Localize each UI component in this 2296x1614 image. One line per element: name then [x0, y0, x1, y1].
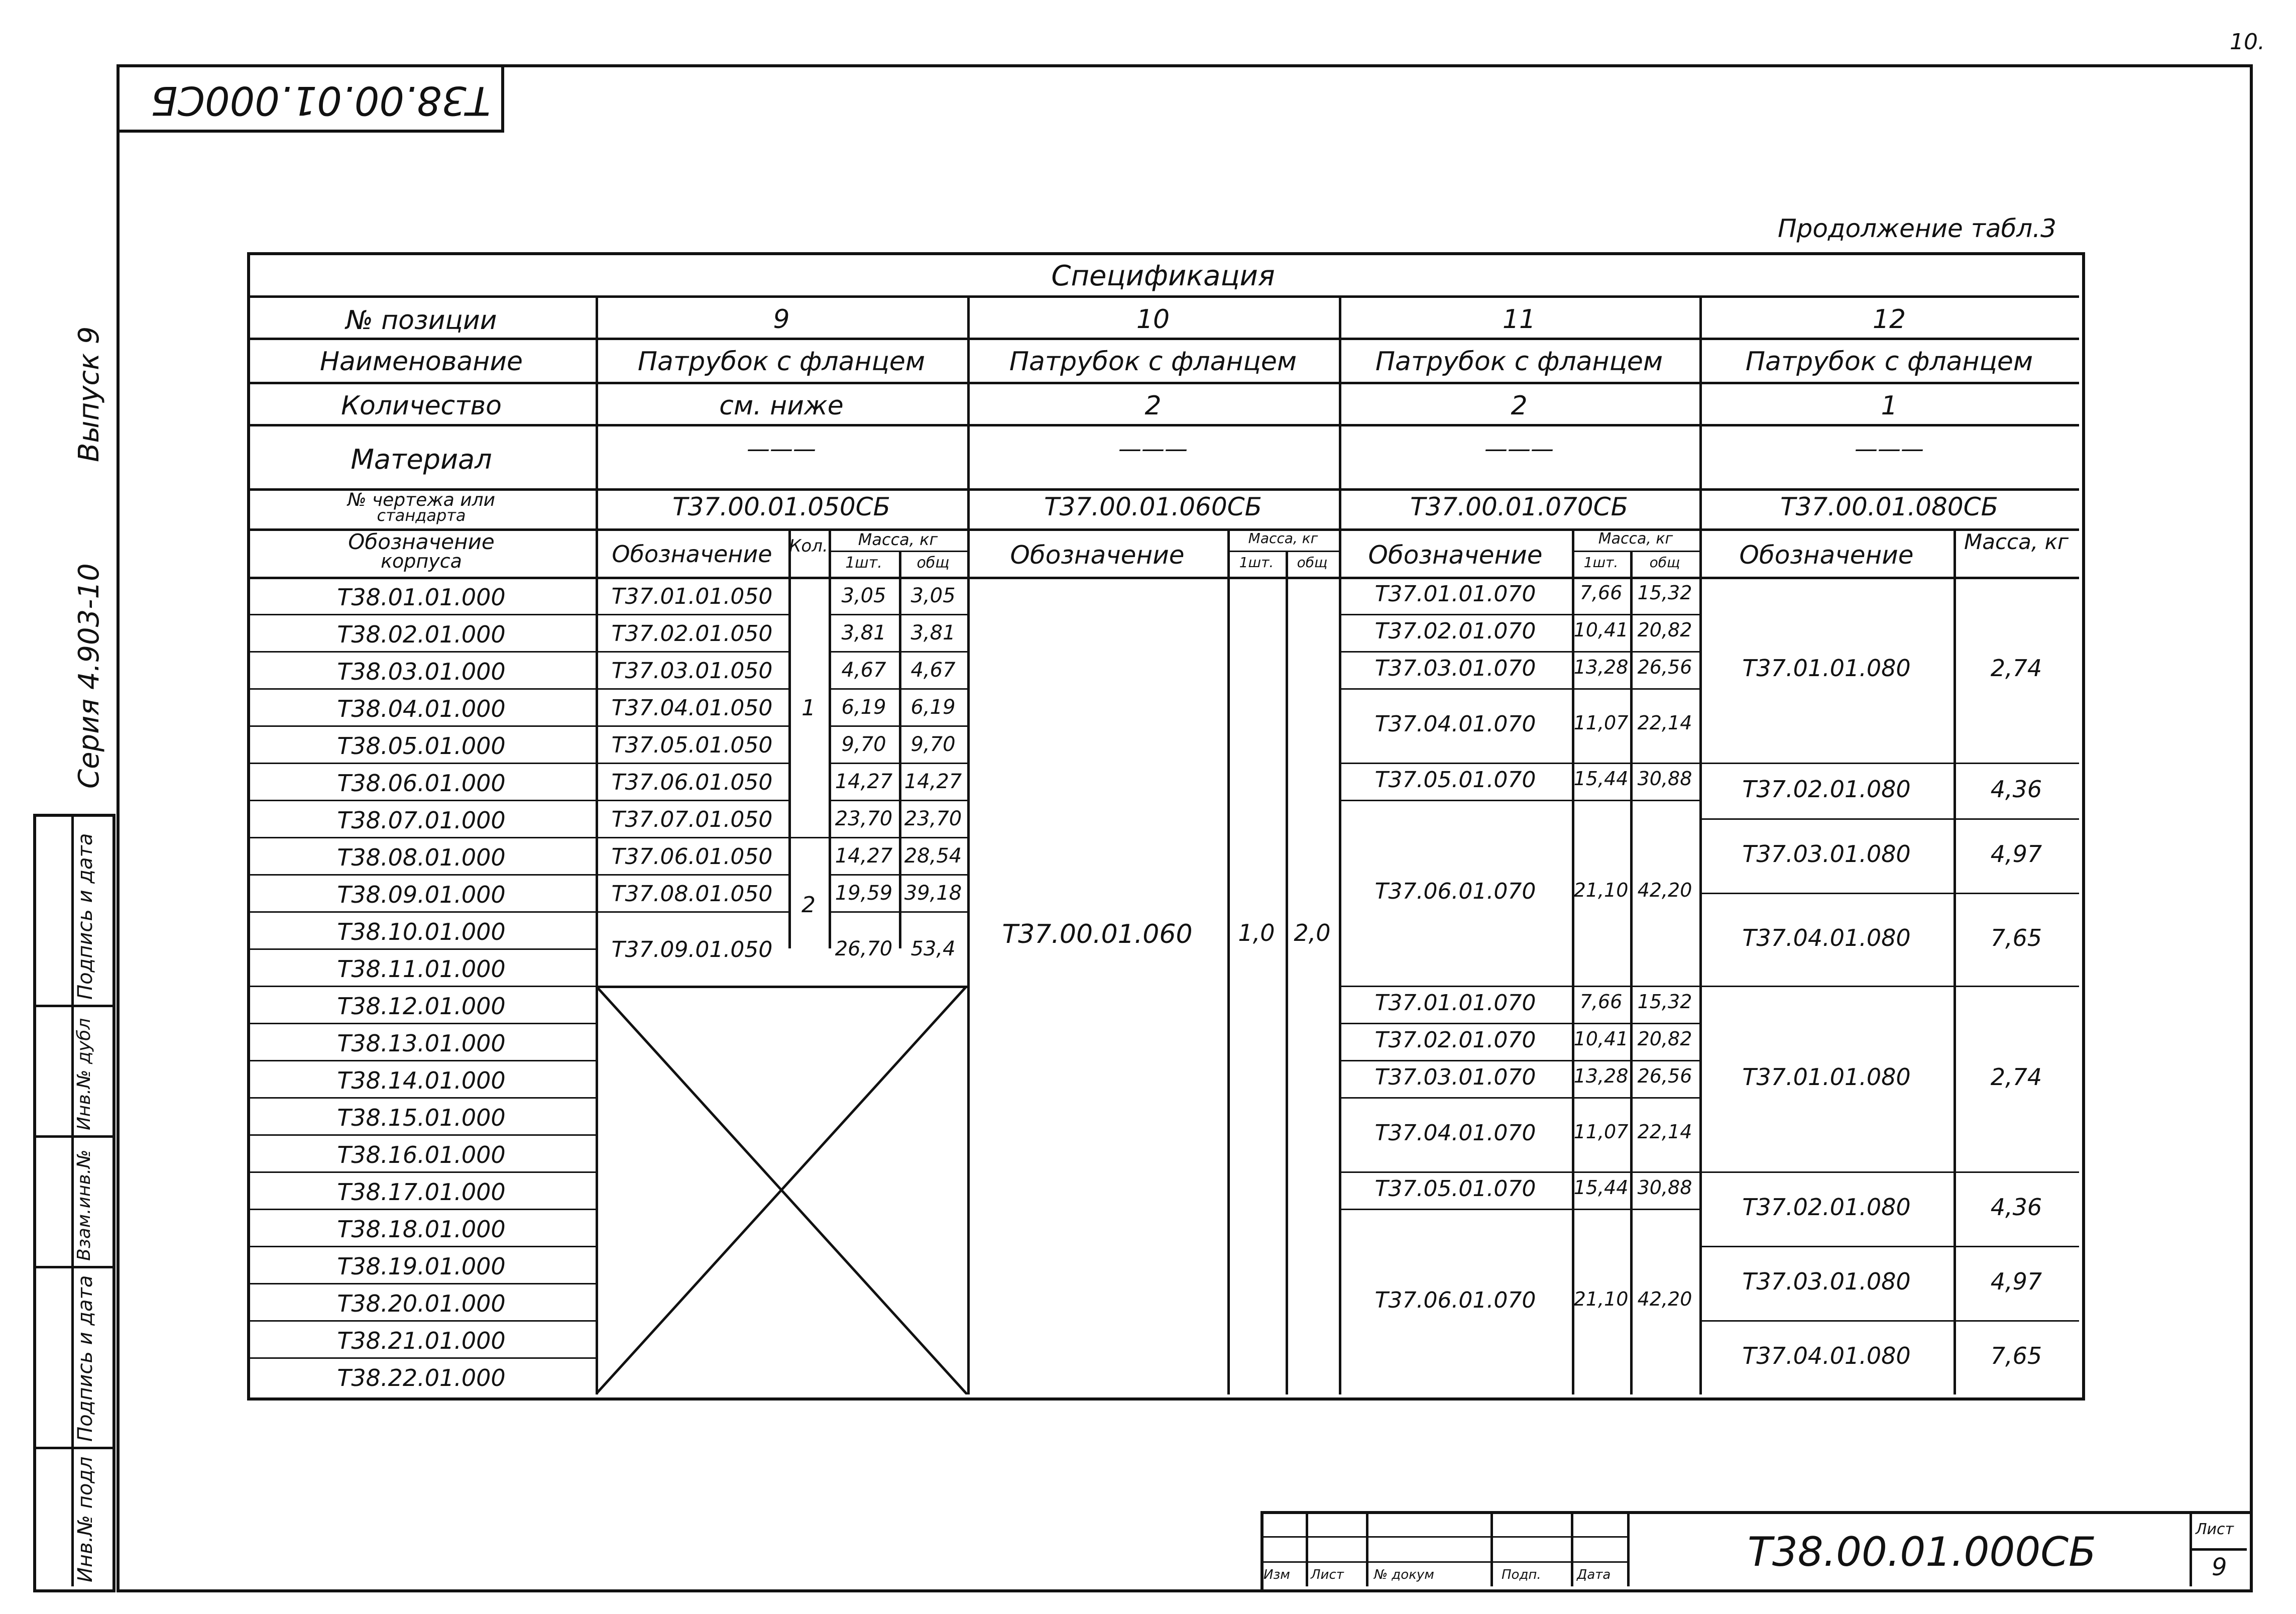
col9-row-10-mass-total: 53,4 — [910, 937, 956, 960]
body-designation-15: Т38.15.01.000 — [337, 1104, 506, 1131]
col9-row-2-mass-unit: 3,81 — [841, 621, 886, 644]
col12-row-1-designation: Т37.01.01.080 — [1742, 655, 1911, 682]
col12-row-5-mass: 2,74 — [1990, 1063, 2042, 1091]
col11-row-3-mass-unit: 13,28 — [1573, 656, 1629, 678]
body-designation-4: Т38.04.01.000 — [337, 695, 506, 722]
col12-row-6-mass: 4,36 — [1990, 1194, 2042, 1221]
col11-row-8-mass-unit: 10,41 — [1573, 1028, 1629, 1050]
col12-row-2-mass: 4,36 — [1990, 775, 2042, 803]
col11-row-8-designation: Т37.02.01.070 — [1374, 1027, 1536, 1053]
col11-row-4-designation: Т37.04.01.070 — [1374, 711, 1536, 737]
col9-row-4-mass-total: 6,19 — [910, 696, 956, 719]
col11-row-4-mass-unit: 11,07 — [1573, 712, 1629, 734]
col11-row-12-mass-total: 42,20 — [1637, 1288, 1692, 1310]
col11-sub-per-unit: 1шт. — [1583, 554, 1619, 571]
body-designation-14: Т38.14.01.000 — [337, 1067, 506, 1094]
col11-row-1-mass-total: 15,32 — [1637, 582, 1692, 604]
col11-row-1-designation: Т37.01.01.070 — [1374, 581, 1536, 607]
col9-row-1-designation: Т37.01.01.050 — [611, 584, 773, 609]
col11-row-9-mass-total: 26,56 — [1637, 1065, 1692, 1087]
col9-row-6-mass-total: 14,27 — [904, 770, 962, 793]
row-label-drawing-2: стандарта — [377, 506, 466, 525]
body-designation-8: Т38.08.01.000 — [337, 844, 506, 871]
col11-row-1-mass-unit: 7,66 — [1579, 582, 1623, 604]
col10-designation: Т37.00.01.060 — [1002, 919, 1193, 949]
col12-drawing: Т37.00.01.080СБ — [1780, 492, 1998, 521]
col11-row-4-mass-total: 22,14 — [1637, 712, 1692, 734]
col10-material: ——— — [1118, 435, 1188, 462]
col10-drawing: Т37.00.01.060СБ — [1044, 492, 1262, 521]
col9-row-5-mass-unit: 9,70 — [841, 733, 886, 756]
col11-row-7-mass-total: 15,32 — [1637, 991, 1692, 1013]
col11-row-12-designation: Т37.06.01.070 — [1374, 1287, 1536, 1313]
col9-row-9-mass-total: 39,18 — [904, 882, 962, 905]
row-label-body-1: Обозначение — [348, 529, 495, 554]
col9-sub-total: общ — [916, 554, 950, 572]
col10-sub-total: общ — [1297, 554, 1328, 571]
body-designation-5: Т38.05.01.000 — [337, 732, 506, 760]
row-label-quantity: Количество — [341, 391, 502, 421]
col10-qty: 2 — [1144, 391, 1162, 421]
col11-row-2-mass-total: 20,82 — [1637, 619, 1692, 641]
col9-row-2-designation: Т37.02.01.050 — [611, 621, 773, 647]
col9-row-8-mass-unit: 14,27 — [835, 844, 893, 868]
col9-qty-group-2: 2 — [801, 892, 816, 918]
col12-row-8-designation: Т37.04.01.080 — [1742, 1342, 1911, 1369]
col11-qty: 2 — [1511, 391, 1528, 421]
tb-col-sign: Подп. — [1502, 1567, 1541, 1582]
continuation-label: Продолжение табл.3 — [1778, 214, 2056, 243]
col11-row-5-mass-total: 30,88 — [1637, 768, 1692, 790]
col9-qty: см. ниже — [719, 391, 844, 421]
tb-designation: Т38.00.01.000СБ — [1748, 1529, 2096, 1575]
col9-row-5-mass-total: 9,70 — [910, 733, 956, 756]
col9-drawing: Т37.00.01.050СБ — [672, 492, 890, 521]
tb-sheet-label: Лист — [2196, 1521, 2234, 1538]
col12-row-2-designation: Т37.02.01.080 — [1742, 775, 1911, 803]
col9-row-3-mass-total: 4,67 — [910, 659, 956, 682]
col10-mass-unit: 1,0 — [1238, 919, 1275, 946]
col11-sub-mass: Масса, кг — [1598, 530, 1673, 548]
body-designation-19: Т38.19.01.000 — [337, 1253, 506, 1280]
col11-sub-designation: Обозначение — [1368, 541, 1543, 570]
col12-row-7-mass: 4,97 — [1990, 1268, 2042, 1295]
col12-row-5-designation: Т37.01.01.080 — [1742, 1063, 1911, 1091]
body-designation-17: Т38.17.01.000 — [337, 1178, 506, 1206]
col9-row-4-mass-unit: 6,19 — [841, 696, 886, 719]
col11-row-6-designation: Т37.06.01.070 — [1374, 879, 1536, 904]
col9-row-2-mass-total: 3,81 — [910, 621, 956, 644]
col9-sub-mass: Масса, кг — [858, 530, 938, 549]
page-number-corner: 10. — [2230, 29, 2265, 55]
col12-row-3-designation: Т37.03.01.080 — [1742, 840, 1911, 868]
col11-row-9-designation: Т37.03.01.070 — [1374, 1064, 1536, 1090]
col10-sub-designation: Обозначение — [1010, 541, 1185, 570]
row-label-material: Материал — [351, 444, 492, 475]
col9-row-4-designation: Т37.04.01.050 — [611, 695, 773, 721]
col12-row-7-designation: Т37.03.01.080 — [1742, 1268, 1911, 1295]
top-stamp: Т38.00.01.000СБ — [151, 77, 491, 123]
side-field-sign-date-1: Подпись и дата — [74, 833, 97, 1000]
col11-material: ——— — [1484, 435, 1554, 462]
col11-row-12-mass-unit: 21,10 — [1573, 1288, 1629, 1310]
body-designation-7: Т38.07.01.000 — [337, 807, 506, 834]
body-designation-1: Т38.01.01.000 — [337, 584, 506, 611]
col10-sub-per-unit: 1шт. — [1239, 554, 1274, 571]
row-label-drawing-1: № чертежа или — [347, 490, 495, 510]
body-designation-10: Т38.10.01.000 — [337, 918, 506, 945]
col11-row-11-mass-total: 30,88 — [1637, 1176, 1692, 1199]
col9-row-8-mass-total: 28,54 — [904, 844, 962, 868]
spec-title: Спецификация — [1051, 260, 1275, 292]
col11-row-11-designation: Т37.05.01.070 — [1374, 1176, 1536, 1202]
body-designation-20: Т38.20.01.000 — [337, 1290, 506, 1317]
col9-material: ——— — [747, 435, 816, 462]
col9-row-9-mass-unit: 19,59 — [835, 882, 893, 905]
col12-name: Патрубок с фланцем — [1745, 347, 2033, 377]
body-designation-12: Т38.12.01.000 — [337, 993, 506, 1020]
col11-position: 11 — [1502, 304, 1536, 335]
body-designation-18: Т38.18.01.000 — [337, 1216, 506, 1243]
col12-position: 12 — [1872, 304, 1906, 335]
col9-name: Патрубок с фланцем — [637, 347, 926, 377]
col12-row-4-designation: Т37.04.01.080 — [1742, 924, 1911, 951]
col9-row-1-mass-total: 3,05 — [910, 584, 956, 607]
col9-row-3-mass-unit: 4,67 — [841, 659, 886, 682]
col9-sub-qty: Кол. — [789, 536, 828, 556]
col11-row-8-mass-total: 20,82 — [1637, 1028, 1692, 1050]
col11-row-10-designation: Т37.04.01.070 — [1374, 1120, 1536, 1146]
col10-name: Патрубок с фланцем — [1009, 347, 1297, 377]
col9-empty-cross — [596, 986, 967, 1394]
col9-row-6-designation: Т37.06.01.050 — [611, 770, 773, 795]
col11-row-6-mass-total: 42,20 — [1637, 879, 1692, 901]
col12-sub-mass: Масса, кг — [1964, 529, 2069, 554]
col9-row-5-designation: Т37.05.01.050 — [611, 732, 773, 758]
col9-sub-designation: Обозначение — [612, 541, 772, 568]
col11-row-6-mass-unit: 21,10 — [1573, 879, 1629, 901]
col12-sub-designation: Обозначение — [1739, 541, 1914, 570]
col9-row-3-designation: Т37.03.01.050 — [611, 658, 773, 684]
row-label-name: Наименование — [319, 347, 523, 377]
col12-row-4-mass: 7,65 — [1990, 924, 2042, 951]
col12-row-1-mass: 2,74 — [1990, 655, 2042, 682]
body-designation-13: Т38.13.01.000 — [337, 1030, 506, 1057]
body-designation-11: Т38.11.01.000 — [337, 955, 506, 983]
col11-name: Патрубок с фланцем — [1375, 347, 1663, 377]
tb-col-date: Дата — [1577, 1567, 1611, 1582]
body-designation-6: Т38.06.01.000 — [337, 770, 506, 797]
col12-row-3-mass: 4,97 — [1990, 840, 2042, 868]
col9-row-7-designation: Т37.07.01.050 — [611, 807, 773, 832]
tb-col-doc: № докум — [1374, 1567, 1434, 1582]
col11-row-2-mass-unit: 10,41 — [1573, 619, 1629, 641]
col9-row-9-designation: Т37.08.01.050 — [611, 881, 773, 907]
col9-row-10-mass-unit: 26,70 — [835, 937, 893, 960]
side-field-orig-inv: Инв.№ подл — [74, 1456, 97, 1582]
col9-row-8-designation: Т37.06.01.050 — [611, 844, 773, 870]
col11-row-5-mass-unit: 15,44 — [1573, 768, 1629, 790]
col11-row-9-mass-unit: 13,28 — [1573, 1065, 1629, 1087]
side-issue: Выпуск 9 — [73, 326, 105, 462]
col11-row-10-mass-total: 22,14 — [1637, 1121, 1692, 1143]
side-series: Серия 4.903-10 — [73, 563, 105, 789]
tb-sheet-no: 9 — [2212, 1553, 2227, 1581]
col11-row-3-designation: Т37.03.01.070 — [1374, 656, 1536, 681]
col9-row-6-mass-unit: 14,27 — [835, 770, 893, 793]
col12-qty: 1 — [1881, 391, 1898, 421]
col11-row-10-mass-unit: 11,07 — [1573, 1121, 1629, 1143]
col11-row-3-mass-total: 26,56 — [1637, 656, 1692, 678]
body-designation-9: Т38.09.01.000 — [337, 881, 506, 908]
side-field-dup-inv: Инв.№ дубл — [74, 1018, 94, 1130]
col11-row-7-mass-unit: 7,66 — [1579, 991, 1623, 1013]
col11-row-2-designation: Т37.02.01.070 — [1374, 618, 1536, 644]
body-designation-16: Т38.16.01.000 — [337, 1141, 506, 1168]
col10-sub-mass: Масса, кг — [1248, 530, 1318, 547]
col9-row-1-mass-unit: 3,05 — [841, 584, 886, 607]
body-designation-3: Т38.03.01.000 — [337, 658, 506, 685]
col11-drawing: Т37.00.01.070СБ — [1410, 492, 1628, 521]
col9-sub-per-unit: 1шт. — [845, 554, 882, 572]
tb-col-izm: Изм — [1264, 1567, 1290, 1582]
col12-row-6-designation: Т37.02.01.080 — [1742, 1194, 1911, 1221]
body-designation-2: Т38.02.01.000 — [337, 621, 506, 648]
col11-row-11-mass-unit: 15,44 — [1573, 1176, 1629, 1199]
col9-row-7-mass-total: 23,70 — [904, 807, 962, 830]
tb-col-list: Лист — [1311, 1567, 1344, 1582]
col12-row-8-mass: 7,65 — [1990, 1342, 2042, 1369]
row-label-position: № позиции — [346, 305, 497, 336]
row-label-body-2: корпуса — [381, 550, 462, 572]
col9-position: 9 — [773, 304, 790, 335]
col9-row-7-mass-unit: 23,70 — [835, 807, 893, 830]
col10-position: 10 — [1136, 304, 1170, 335]
body-designation-21: Т38.21.01.000 — [337, 1327, 506, 1354]
side-field-sign-date-2: Подпись и дата — [74, 1275, 97, 1442]
col12-material: ——— — [1855, 435, 1924, 462]
col11-row-5-designation: Т37.05.01.070 — [1374, 767, 1536, 793]
col9-row-10-designation: Т37.09.01.050 — [611, 937, 773, 962]
side-field-repl-inv: Взам.инв.№ — [74, 1149, 94, 1261]
col10-mass-total: 2,0 — [1294, 919, 1331, 946]
body-designation-22: Т38.22.01.000 — [337, 1364, 506, 1391]
col11-row-7-designation: Т37.01.01.070 — [1374, 990, 1536, 1016]
col11-sub-total: общ — [1649, 554, 1680, 571]
col9-qty-group-1: 1 — [801, 695, 816, 721]
